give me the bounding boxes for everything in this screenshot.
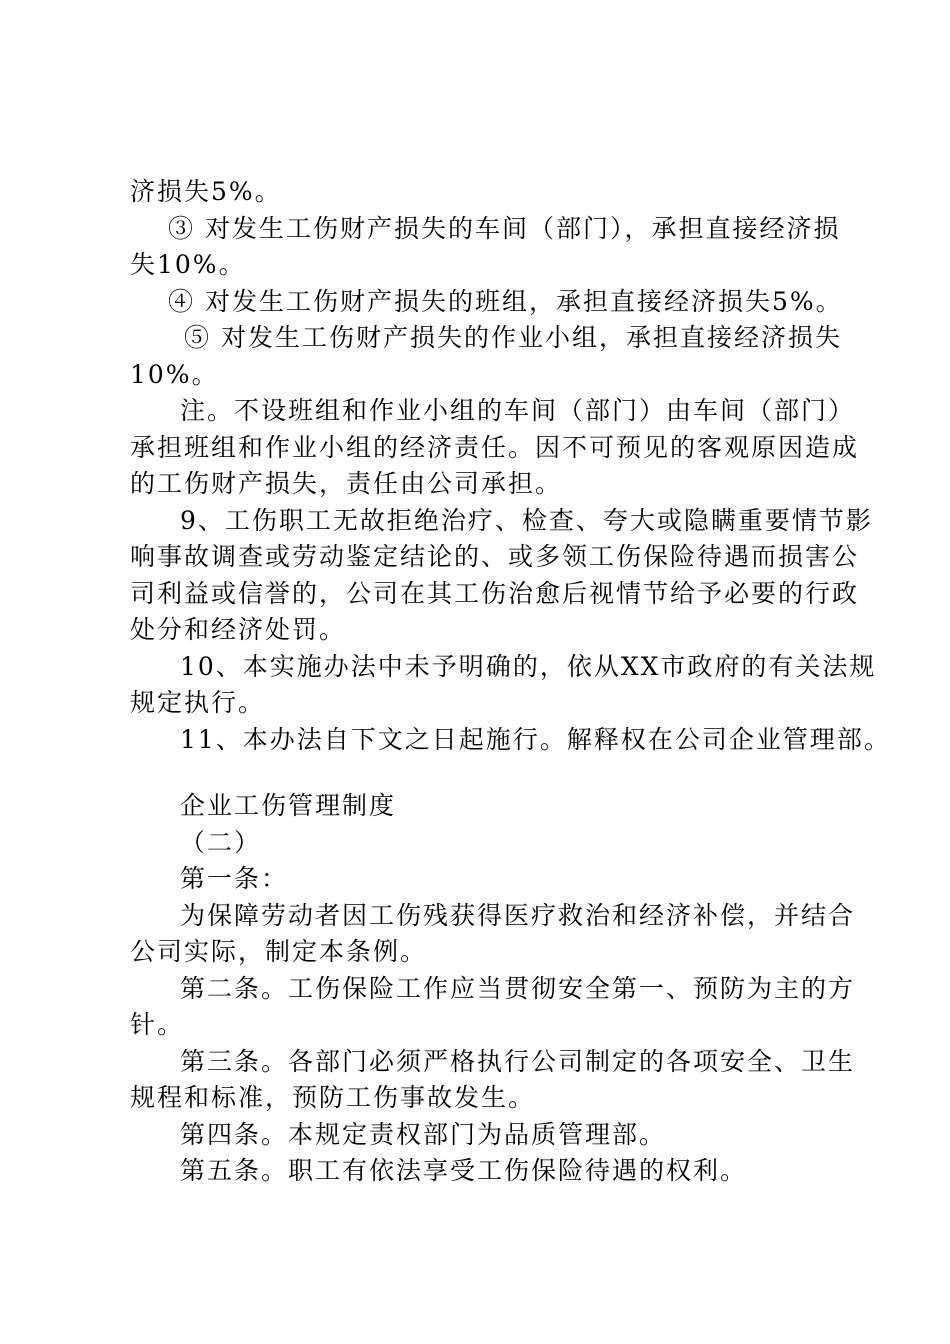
text-line: 9、工伤职工无故拒绝治疗、检查、夸大或隐瞒重要情节影 [180, 505, 873, 535]
text-line: 承担班组和作业小组的经济责任。因不可预见的客观原因造成 [130, 432, 860, 462]
text-line: 处分和经济处罚。 [130, 615, 347, 644]
text-line: 规定执行。 [130, 688, 266, 717]
text-line: 注。不设班组和作业小组的车间（部门）由车间（部门） [180, 396, 856, 425]
text-line: 失10%。 [130, 250, 246, 279]
section-title: 企业工伤管理制度 [180, 791, 397, 820]
text-line: 的工伤财产损失，责任由公司承担。 [130, 469, 563, 498]
blank-line [130, 758, 850, 788]
text-line: 响事故调查或劳动鉴定结论的、或多领工伤保险待遇而损害公 [130, 542, 860, 571]
document-body [130, 174, 891, 1190]
section-subtitle: （二） [180, 827, 262, 857]
text-line: 规程和标准，预防工伤事故发生。 [130, 1083, 536, 1112]
text-line: 针。 [130, 1010, 185, 1039]
text-line: 为保障劳动者因工伤残获得医疗救治和经济补偿，并结合 [180, 900, 856, 930]
text-line: 10%。 [130, 359, 219, 389]
text-line: 10、本实施办法中未予明确的，依从XX市政府的有关法规 [180, 651, 877, 681]
text-line: ④ 对发生工伤财产损失的班组，承担直接经济损失5%。 [168, 286, 843, 316]
text-line: ⑤ 对发生工伤财产损失的作业小组，承担直接经济损失 [184, 323, 842, 352]
text-line: ③ 对发生工伤财产损失的车间（部门），承担直接经济损 [168, 213, 841, 243]
text-line: 济损失5%。 [130, 177, 282, 206]
text-line: 司利益或信誉的，公司在其工伤治愈后视情节给予必要的行政 [130, 578, 860, 608]
text-line: 第二条。工伤保险工作应当贯彻安全第一、预防为主的方 [180, 973, 856, 1003]
text-line: 11、本办法自下文之日起施行。解释权在公司企业管理部。 [180, 724, 891, 754]
text-line: 第四条。本规定责权部门为品质管理部。 [180, 1119, 667, 1149]
text-line: 公司实际，制定本条例。 [130, 937, 428, 966]
text-line: 第三条。各部门必须严格执行公司制定的各项安全、卫生 [180, 1046, 856, 1076]
text-line: 第一条： [180, 864, 289, 893]
text-line: 第五条。职工有依法享受工伤保险待遇的权利。 [180, 1156, 748, 1185]
